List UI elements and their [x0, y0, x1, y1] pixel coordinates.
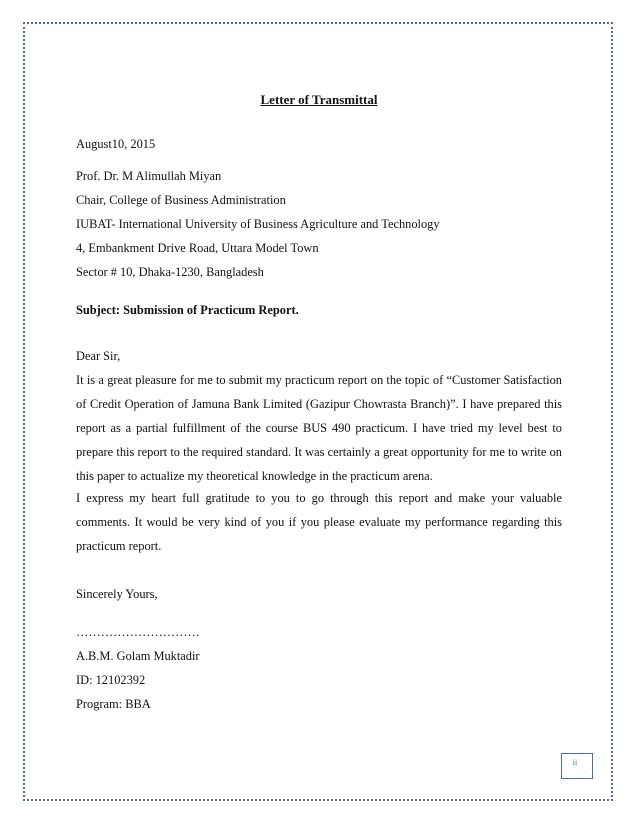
sender-id: ID: 12102392 — [76, 673, 146, 687]
sender-program: Program: BBA — [76, 697, 151, 711]
recipient-name: Prof. Dr. M Alimullah Miyan — [76, 169, 222, 183]
page-number-box — [561, 753, 593, 779]
page-number: ii — [572, 758, 578, 767]
letter-date: August10, 2015 — [76, 137, 156, 151]
body-paragraph-2: I express my heart full gratitude to you to go through this report and make your valuable comments. It would be very kind of you if you please evaluate my performance regarding this practicum report. — [76, 491, 562, 553]
body-paragraph-1: It is a great pleasure for me to submit my practicum report on the topic of “Customer Satisfaction of Credit Operation of Jamuna Bank Limited (Gazipur Chowrasta Branch)”. I have prepared this report as a partial fulfillment of the course BUS 490 practicum. I have tried my level best to prepare this report to the required standard. It was certainly a great opportunity for me to write on this paper to actualize my theoretical knowledge in the practicum arena. — [76, 373, 562, 483]
letter-title: Letter of Transmittal — [260, 92, 378, 107]
recipient-address-line-2: Sector # 10, Dhaka-1230, Bangladesh — [76, 265, 264, 279]
letter-subject: Subject: Submission of Practicum Report. — [76, 303, 299, 317]
signature-line: ………………………… — [76, 625, 200, 639]
salutation: Dear Sir, — [76, 349, 121, 363]
sender-name: A.B.M. Golam Muktadir — [76, 649, 200, 663]
recipient-position: Chair, College of Business Administration — [76, 193, 286, 207]
recipient-address-line-1: 4, Embankment Drive Road, Uttara Model Town — [76, 241, 319, 255]
closing: Sincerely Yours, — [76, 587, 158, 601]
recipient-institution: IUBAT- International University of Business Agriculture and Technology — [76, 217, 440, 231]
